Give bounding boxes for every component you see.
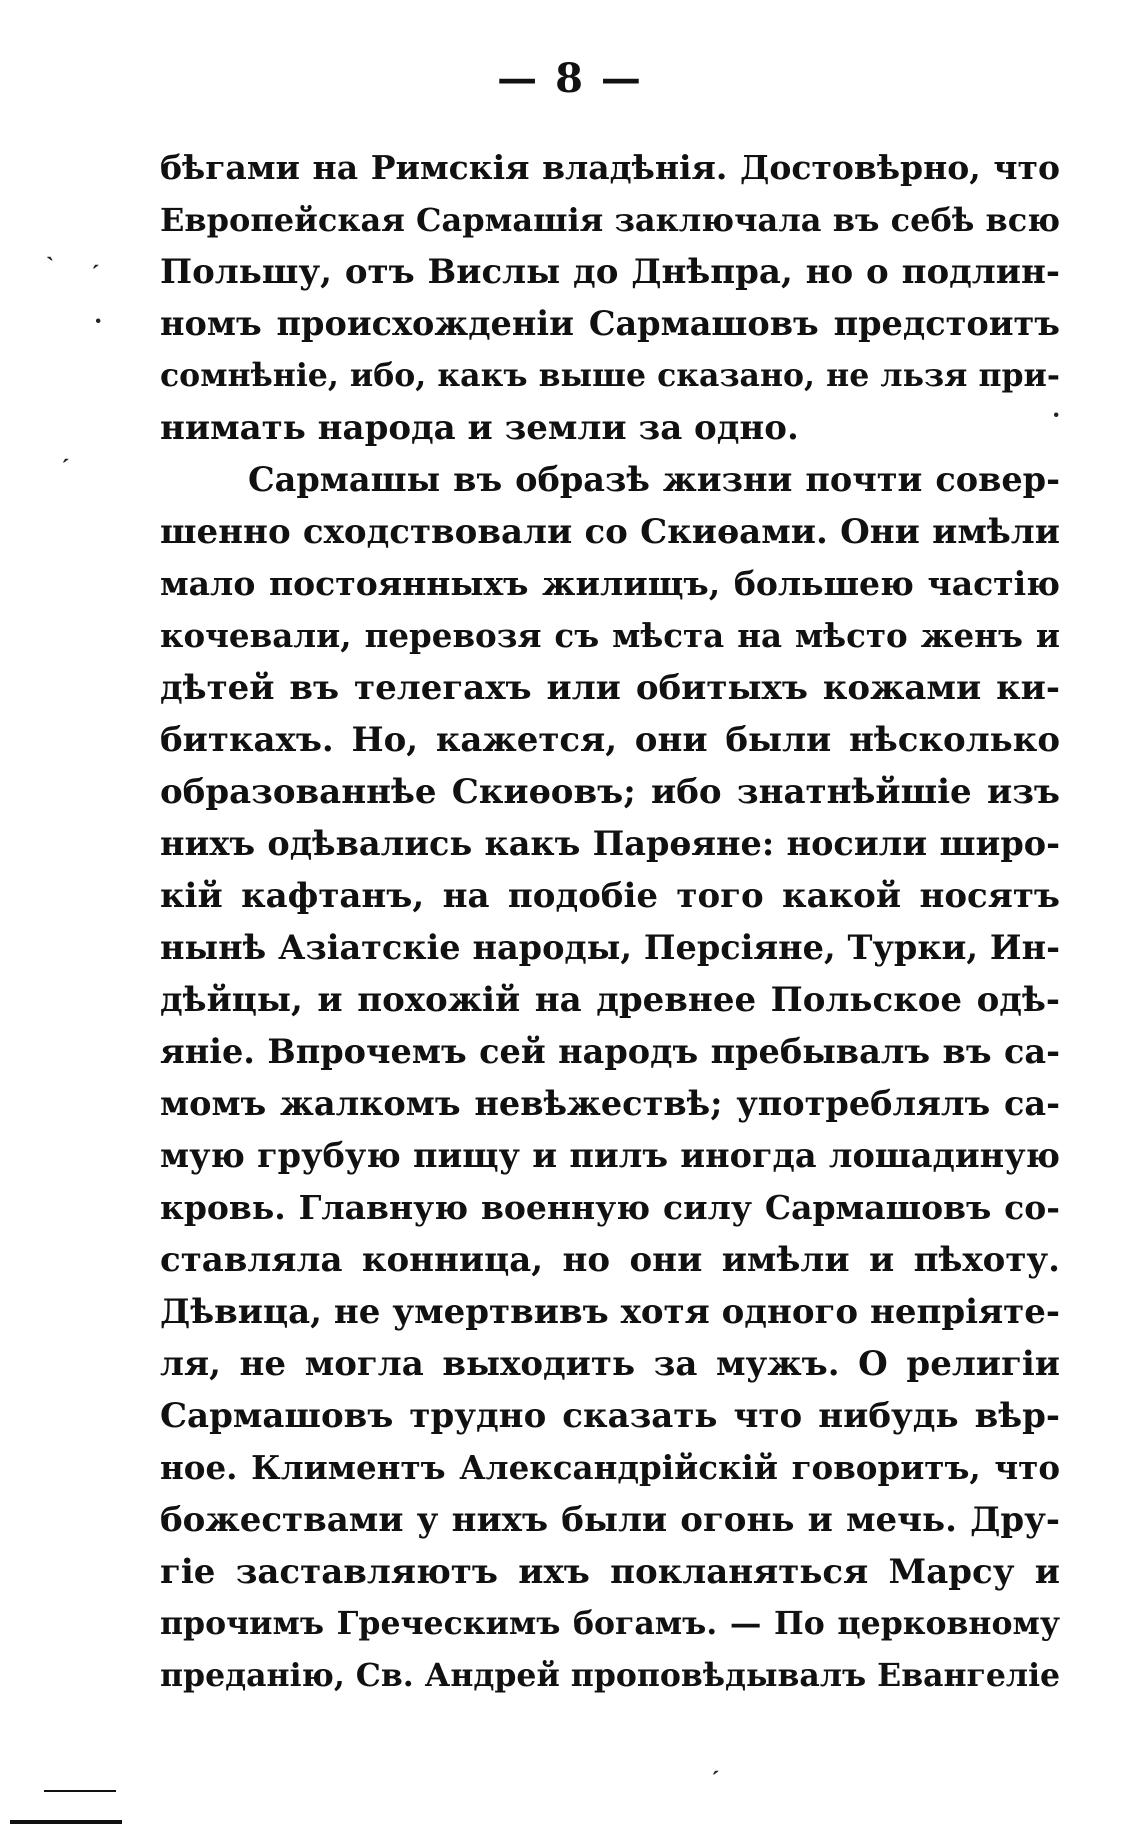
text-line: номъ происхожденіи Сармашовъ предстоитъ xyxy=(160,304,1060,343)
text-line: ное. Климентъ Александрійскій говоритъ, что xyxy=(160,1448,1060,1487)
paragraph-1 xyxy=(160,142,1060,454)
paragraph-2 xyxy=(160,454,1060,1702)
print-speck: ˏ xyxy=(92,240,100,269)
text-line: кій кафтанъ, на подобіе того какой носятъ xyxy=(160,876,1060,916)
text-line: момъ жалкомъ невѣжествѣ; употреблялъ са- xyxy=(160,1084,1060,1123)
print-speck: ˎ xyxy=(46,232,54,261)
text-line: бѣгами на Римскія владѣнія. Достовѣрно, что xyxy=(160,148,1060,187)
text-line: биткахъ. Но, кажется, они были нѣсколько xyxy=(160,720,1060,760)
text-line: нынѣ Азіатскіе народы, Персіяне, Турки, Ин- xyxy=(160,928,1060,967)
text-line: нихъ одѣвались какъ Парѳяне: носили широ- xyxy=(160,824,1060,863)
text-line: нимать народа и земли за одно. xyxy=(160,408,799,448)
text-line: мую грубую пищу и пилъ иногда лошадиную xyxy=(160,1136,1060,1175)
text-line: гіе заставляютъ ихъ покланяться Марсу и xyxy=(160,1552,1060,1592)
text-line: дѣйцы, и похожій на древнее Польское одѣ- xyxy=(160,980,1060,1020)
scan-edge-line xyxy=(44,1790,116,1792)
text-line: образованнѣе Скиѳовъ; ибо знатнѣйшіе изъ xyxy=(160,772,1060,812)
text-line: Дѣвица, не умертвивъ хотя одного непріяте- xyxy=(160,1292,1060,1332)
text-line: шенно сходствовали со Скиѳами. Они имѣли xyxy=(160,512,1060,552)
text-line: кочевали, перевозя съ мѣста на мѣсто женъ и xyxy=(160,616,1060,655)
text-line: Польшу, отъ Вислы до Днѣпра, но о подлин- xyxy=(160,252,1060,292)
page-number: — 8 — xyxy=(497,55,643,102)
print-speck: · xyxy=(1052,400,1061,429)
text-line: Сармашовъ трудно сказать что нибудь вѣр- xyxy=(160,1396,1060,1436)
text-line: мало постоянныхъ жилищъ, большею частію xyxy=(160,564,1060,603)
text-line: прочимъ Греческимъ богамъ. — По церковному xyxy=(160,1605,1060,1642)
text-line: ля, не могла выходить за мужъ. О религіи xyxy=(160,1344,1060,1384)
text-line: Сармашы въ образѣ жизни почти совер- xyxy=(248,460,1060,499)
print-speck: ˏ xyxy=(62,434,70,463)
text-line: яніе. Впрочемъ сей народъ пребывалъ въ са- xyxy=(160,1032,1060,1071)
text-line: божествами у нихъ были огонь и мечь. Дру- xyxy=(160,1500,1060,1540)
scan-edge-mark xyxy=(10,1820,122,1824)
text-line: преданію, Св. Андрей проповѣдывалъ Евангеліе xyxy=(160,1657,1061,1694)
text-line: кровь. Главную военную силу Сармашовъ со- xyxy=(160,1188,1060,1227)
body-text xyxy=(160,142,1060,1702)
print-speck: ˏ xyxy=(712,1746,720,1775)
text-line: сомнѣніе, ибо, какъ выше сказано, не льзя при- xyxy=(160,357,1060,394)
print-speck: · xyxy=(94,306,103,335)
text-line: дѣтей въ телегахъ или обитыхъ кожами ки- xyxy=(160,668,1060,708)
text-line: Европейская Сармашія заключала въ себѣ всю xyxy=(160,201,1060,239)
text-line: ставляла конница, но они имѣли и пѣхоту. xyxy=(160,1240,1060,1280)
